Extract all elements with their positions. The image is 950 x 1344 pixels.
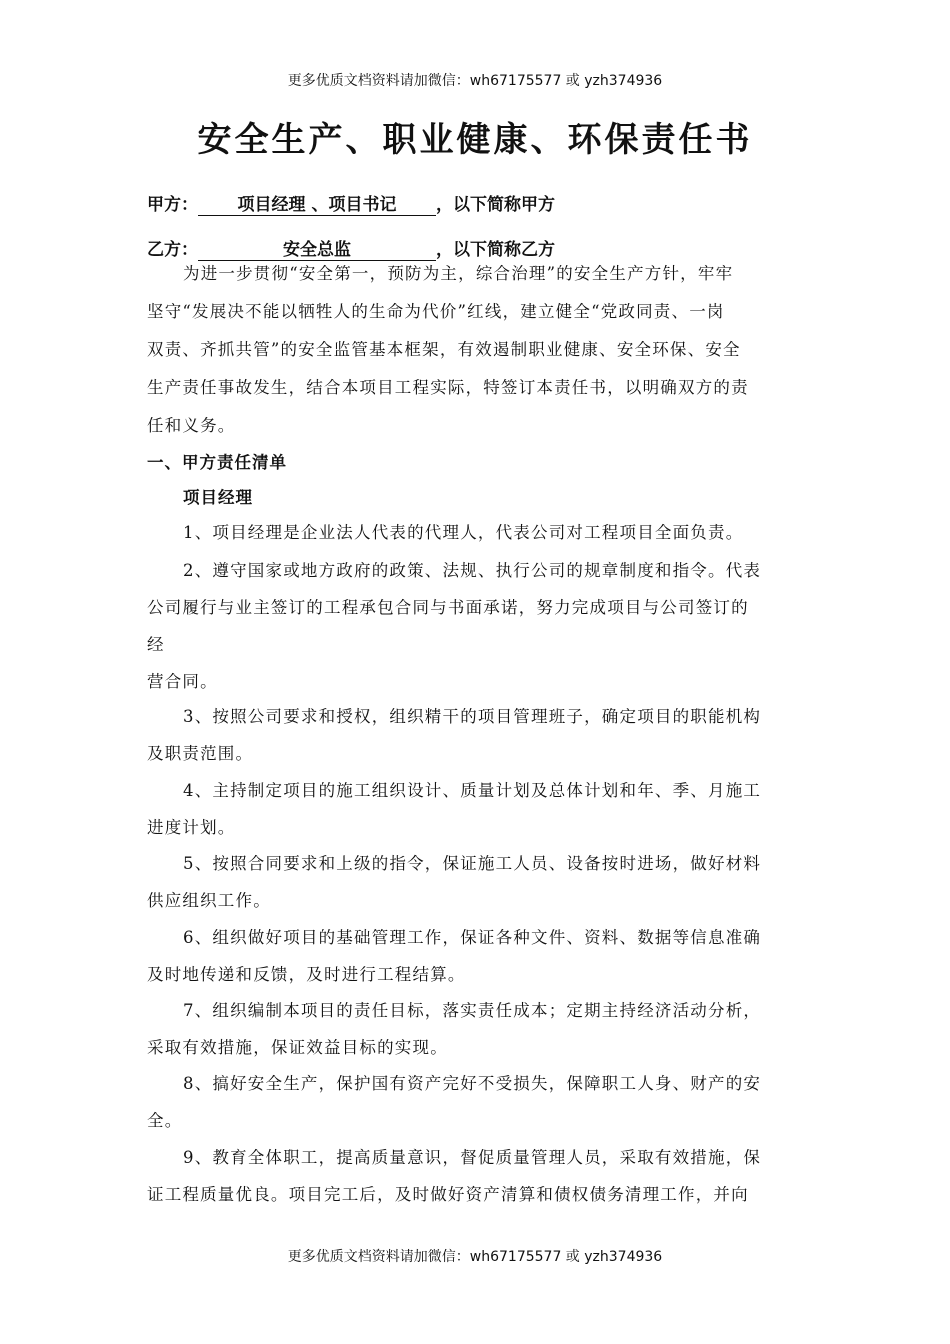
paragraph-line: 为进一步贯彻“安全第一，预防为主，综合治理”的安全生产方针，牢牢 bbox=[183, 264, 734, 283]
list-item-continuation: 进度计划。 bbox=[147, 818, 236, 837]
paragraph-line: 坚守“发展决不能以牺牲人的生命为代价”红线，建立健全“党政同责、一岗 bbox=[147, 302, 725, 321]
subsection-heading: 项目经理 bbox=[183, 488, 253, 507]
section-heading: 一、甲方责任清单 bbox=[147, 453, 287, 472]
list-item-continuation: 经 bbox=[147, 635, 165, 654]
header-watermark-note: 更多优质文档资料请加微信：wh67175577 或 yzh374936 bbox=[287, 73, 663, 89]
list-item-continuation: 全。 bbox=[147, 1111, 183, 1130]
party-a-line bbox=[147, 190, 555, 216]
party-b-line bbox=[147, 235, 555, 261]
list-item: 1、项目经理是企业法人代表的代理人，代表公司对工程项目全面负责。 bbox=[183, 523, 744, 542]
party-b-suffix: ，以下简称乙方 bbox=[436, 240, 555, 260]
paragraph-line: 任和义务。 bbox=[147, 416, 236, 435]
list-item-continuation: 公司履行与业主签订的工程承包合同与书面承诺，努力完成项目与公司签订的 bbox=[147, 598, 749, 617]
document-title: 安全生产、职业健康、环保责任书 bbox=[197, 120, 753, 160]
list-item-continuation: 供应组织工作。 bbox=[147, 891, 271, 910]
list-item: 4、主持制定项目的施工组织设计、质量计划及总体计划和年、季、月施工 bbox=[183, 781, 762, 800]
party-b-value: 安全总监 bbox=[198, 240, 436, 261]
list-item: 9、教育全体职工，提高质量意识，督促质量管理人员，采取有效措施，保 bbox=[183, 1148, 762, 1167]
list-item: 5、按照合同要求和上级的指令，保证施工人员、设备按时进场，做好材料 bbox=[183, 854, 762, 873]
party-a-suffix: ，以下简称甲方 bbox=[436, 195, 555, 215]
party-b-label: 乙方： bbox=[147, 240, 198, 260]
paragraph-line: 双责、齐抓共管”的安全监管基本框架，有效遏制职业健康、安全环保、安全 bbox=[147, 340, 741, 359]
list-item-continuation: 营合同。 bbox=[147, 672, 218, 691]
list-item-continuation: 及时地传递和反馈，及时进行工程结算。 bbox=[147, 965, 466, 984]
list-item-continuation: 采取有效措施，保证效益目标的实现。 bbox=[147, 1038, 448, 1057]
list-item: 3、按照公司要求和授权，组织精干的项目管理班子，确定项目的职能机构 bbox=[183, 707, 762, 726]
footer-watermark-note: 更多优质文档资料请加微信：wh67175577 或 yzh374936 bbox=[287, 1249, 663, 1265]
list-item-continuation: 证工程质量优良。项目完工后，及时做好资产清算和债权债务清理工作，并向 bbox=[147, 1185, 749, 1204]
list-item: 8、搞好安全生产，保护国有资产完好不受损失，保障职工人身、财产的安 bbox=[183, 1074, 762, 1093]
paragraph-line: 生产责任事故发生，结合本项目工程实际，特签订本责任书，以明确双方的责 bbox=[147, 378, 749, 397]
list-item: 7、组织编制本项目的责任目标，落实责任成本；定期主持经济活动分析， bbox=[183, 1001, 762, 1020]
party-a-value: 项目经理 、项目书记 bbox=[198, 195, 436, 216]
list-item-continuation: 及职责范围。 bbox=[147, 744, 254, 763]
party-a-label: 甲方： bbox=[147, 195, 198, 215]
list-item: 6、组织做好项目的基础管理工作，保证各种文件、资料、数据等信息准确 bbox=[183, 928, 762, 947]
list-item: 2、遵守国家或地方政府的政策、法规、执行公司的规章制度和指令。代表 bbox=[183, 561, 762, 580]
